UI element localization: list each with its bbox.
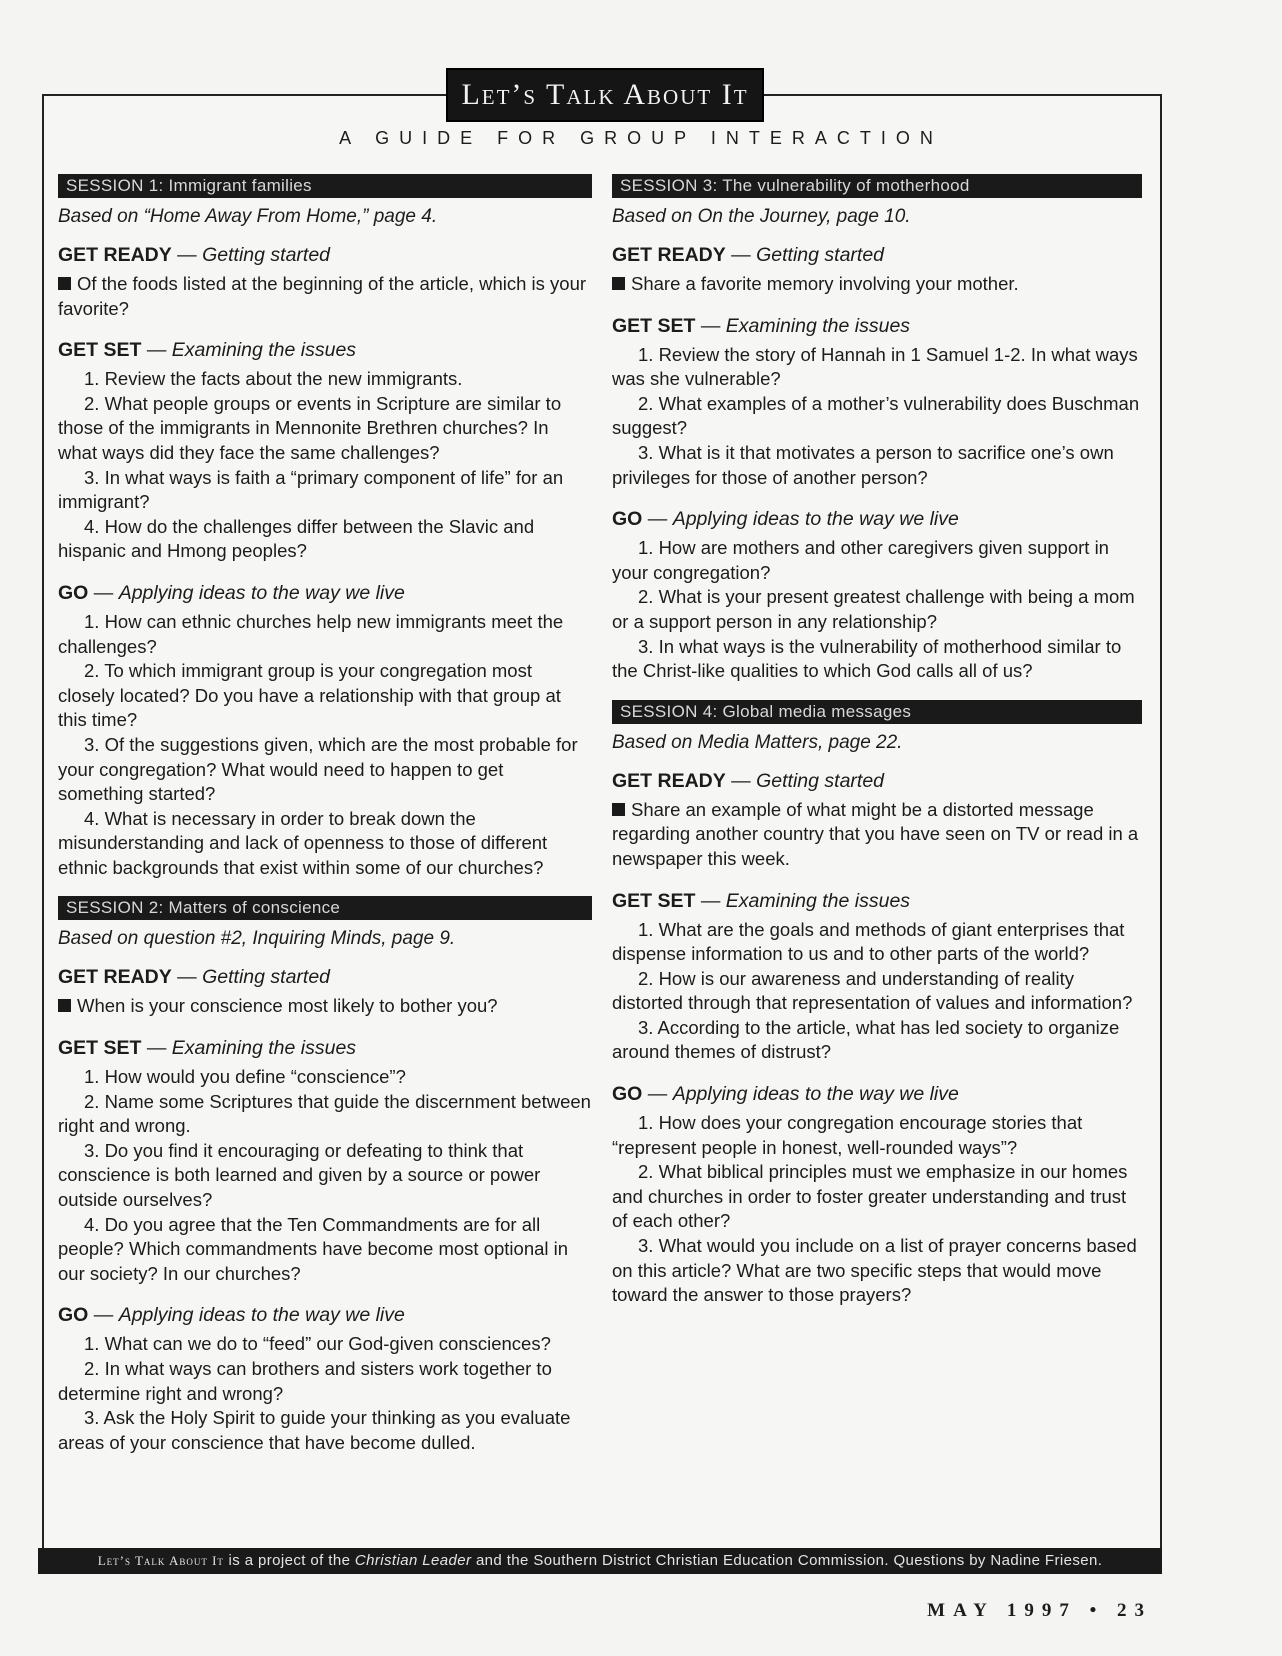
list-item: 3. What is it that motivates a person to sacrifice one’s own privileges for those of another person?	[612, 441, 1114, 488]
list-item: 1. Review the story of Hannah in 1 Samuel 1-2. In what ways was she vulnerable?	[612, 343, 1138, 390]
get-ready-heading: GET READY — Getting started	[58, 244, 331, 266]
list-item: 1. How does your congregation encourage stories that “represent people in honest, well-rounded ways”?	[612, 1112, 1083, 1158]
list-item: 4. How do the challenges differ between the Slavic and hispanic and Hmong peoples?	[58, 515, 535, 562]
footer-lead: Let’s Talk About It	[97, 1553, 224, 1568]
session-source: Based on Media Matters, page 22.	[612, 731, 903, 753]
list-item: 2. What examples of a mother’s vulnerability does Buschman suggest?	[612, 392, 1140, 439]
list-item: 1. What can we do to “feed” our God-given consciences?	[84, 1333, 551, 1355]
session-3	[612, 174, 1142, 684]
list-item: 2. What is your present greatest challenge with being a mom or a support person in any relationship?	[612, 586, 1135, 632]
session-1	[58, 174, 592, 880]
list-item: 1. How can ethnic churches help new immigrants meet the challenges?	[58, 610, 564, 657]
list-item: 2. What people groups or events in Scripture are similar to those of the immigrants in Mennonite Brethren churches? In what ways did they face the same challenges?	[58, 392, 562, 463]
session-source: Based on question #2, Inquiring Minds, page 9.	[58, 928, 456, 950]
get-ready-heading: GET READY — Getting started	[58, 966, 331, 989]
list-item: 2. How is our awareness and understanding of reality distorted through that representation of values and information?	[612, 967, 1133, 1014]
square-bullet-icon	[58, 277, 71, 290]
get-ready-heading: GET READY — Getting started	[612, 769, 885, 792]
page-subtitle: A GUIDE FOR GROUP INTERACTION	[339, 128, 943, 148]
list-item: 2. What biblical principles must we emphasize in our homes and churches in order to foster greater understanding and trust of each other?	[612, 1161, 1128, 1232]
session-source: Based on On the Journey, page 10.	[612, 206, 911, 227]
footer-credit: Let’s Talk About It is a project of the Christian Leader and the Southern District Christian Education Commission. Questions by Nadine Friesen.	[38, 1548, 1162, 1574]
list-item: 3. Ask the Holy Spirit to guide your thinking as you evaluate areas of your conscience that have become dulled.	[58, 1407, 571, 1453]
get-ready-question: Of the foods listed at the beginning of the article, which is your favorite?	[58, 273, 587, 319]
list-item: 3. Of the suggestions given, which are the most probable for your congregation? What would need to happen to get something started?	[58, 733, 578, 805]
get-set-heading: GET SET — Examining the issues	[612, 889, 911, 912]
session-4	[612, 700, 1142, 1308]
list-item: 2. In what ways can brothers and sisters work together to determine right and wrong?	[58, 1358, 552, 1404]
right-column	[612, 174, 1142, 1308]
get-set-heading: GET SET — Examining the issues	[58, 1037, 357, 1060]
get-ready-question: Share a favorite memory involving your mother.	[612, 272, 1142, 297]
list-item: 3. Do you find it encouraging or defeating to think that conscience is both learned and given by a source or power outside ourselves?	[58, 1139, 541, 1211]
list-item: 3. In what ways is faith a “primary component of life” for an immigrant?	[58, 466, 564, 513]
go-heading: GO — Applying ideas to the way we live	[612, 1083, 959, 1106]
list-item: 1. What are the goals and methods of giant enterprises that dispense information to us and to other parts of the world?	[612, 918, 1125, 965]
page-title: Let’s Talk About It	[461, 78, 749, 111]
session-bar: SESSION 4: Global media messages	[612, 700, 1142, 724]
go-heading: GO — Applying ideas to the way we live	[612, 508, 959, 531]
square-bullet-icon	[612, 803, 625, 816]
get-ready-question: When is your conscience most likely to bother you?	[58, 994, 592, 1019]
session-source: Based on “Home Away From Home,” page 4.	[58, 206, 438, 227]
publication-name: Christian Leader	[354, 1552, 472, 1569]
get-set-heading: GET SET — Examining the issues	[58, 339, 357, 362]
list-item: 3. What would you include on a list of prayer concerns based on this article? What are two specific steps that would move toward the answer to those prayers?	[612, 1235, 1137, 1306]
session-2	[58, 896, 592, 1455]
list-item: 1. Review the facts about the new immigrants.	[84, 368, 463, 390]
square-bullet-icon	[612, 277, 625, 290]
page-number: MAY 1997 • 23	[927, 1600, 1152, 1621]
list-item: 1. How would you define “conscience”?	[84, 1066, 406, 1088]
session-bar: SESSION 1: Immigrant families	[58, 174, 592, 198]
session-bar: SESSION 3: The vulnerability of motherhood	[612, 174, 1142, 198]
go-heading: GO — Applying ideas to the way we live	[58, 1304, 405, 1327]
list-item: 3. In what ways is the vulnerability of motherhood similar to the Christ-like qualities to which God calls all of us?	[612, 635, 1122, 682]
get-ready-heading: GET READY — Getting started	[612, 244, 885, 266]
left-column	[58, 174, 592, 1455]
list-item: 1. How are mothers and other caregivers given support in your congregation?	[612, 537, 1109, 583]
list-item: 4. What is necessary in order to break down the misunderstanding and lack of openness to those of different ethnic backgrounds that exist within some of our churches?	[58, 807, 548, 878]
title-banner	[446, 68, 764, 122]
get-ready-question: Share an example of what might be a distorted message regarding another country that you have seen on TV or read in a newspaper this week.	[612, 798, 1139, 869]
list-item: 2. Name some Scriptures that guide the discernment between right and wrong.	[58, 1090, 591, 1137]
square-bullet-icon	[58, 999, 71, 1012]
list-item: 2. To which immigrant group is your congregation most closely located? Do you have a relationship with that group at this time?	[58, 660, 561, 731]
get-set-heading: GET SET — Examining the issues	[612, 314, 911, 337]
list-item: 4. Do you agree that the Ten Commandments are for all people? Which commandments have become most optional in our society? In our churches?	[58, 1213, 569, 1284]
go-heading: GO — Applying ideas to the way we live	[58, 581, 405, 604]
list-item: 3. According to the article, what has led society to organize around themes of distrust?	[612, 1016, 1120, 1063]
session-bar: SESSION 2: Matters of conscience	[58, 896, 592, 920]
